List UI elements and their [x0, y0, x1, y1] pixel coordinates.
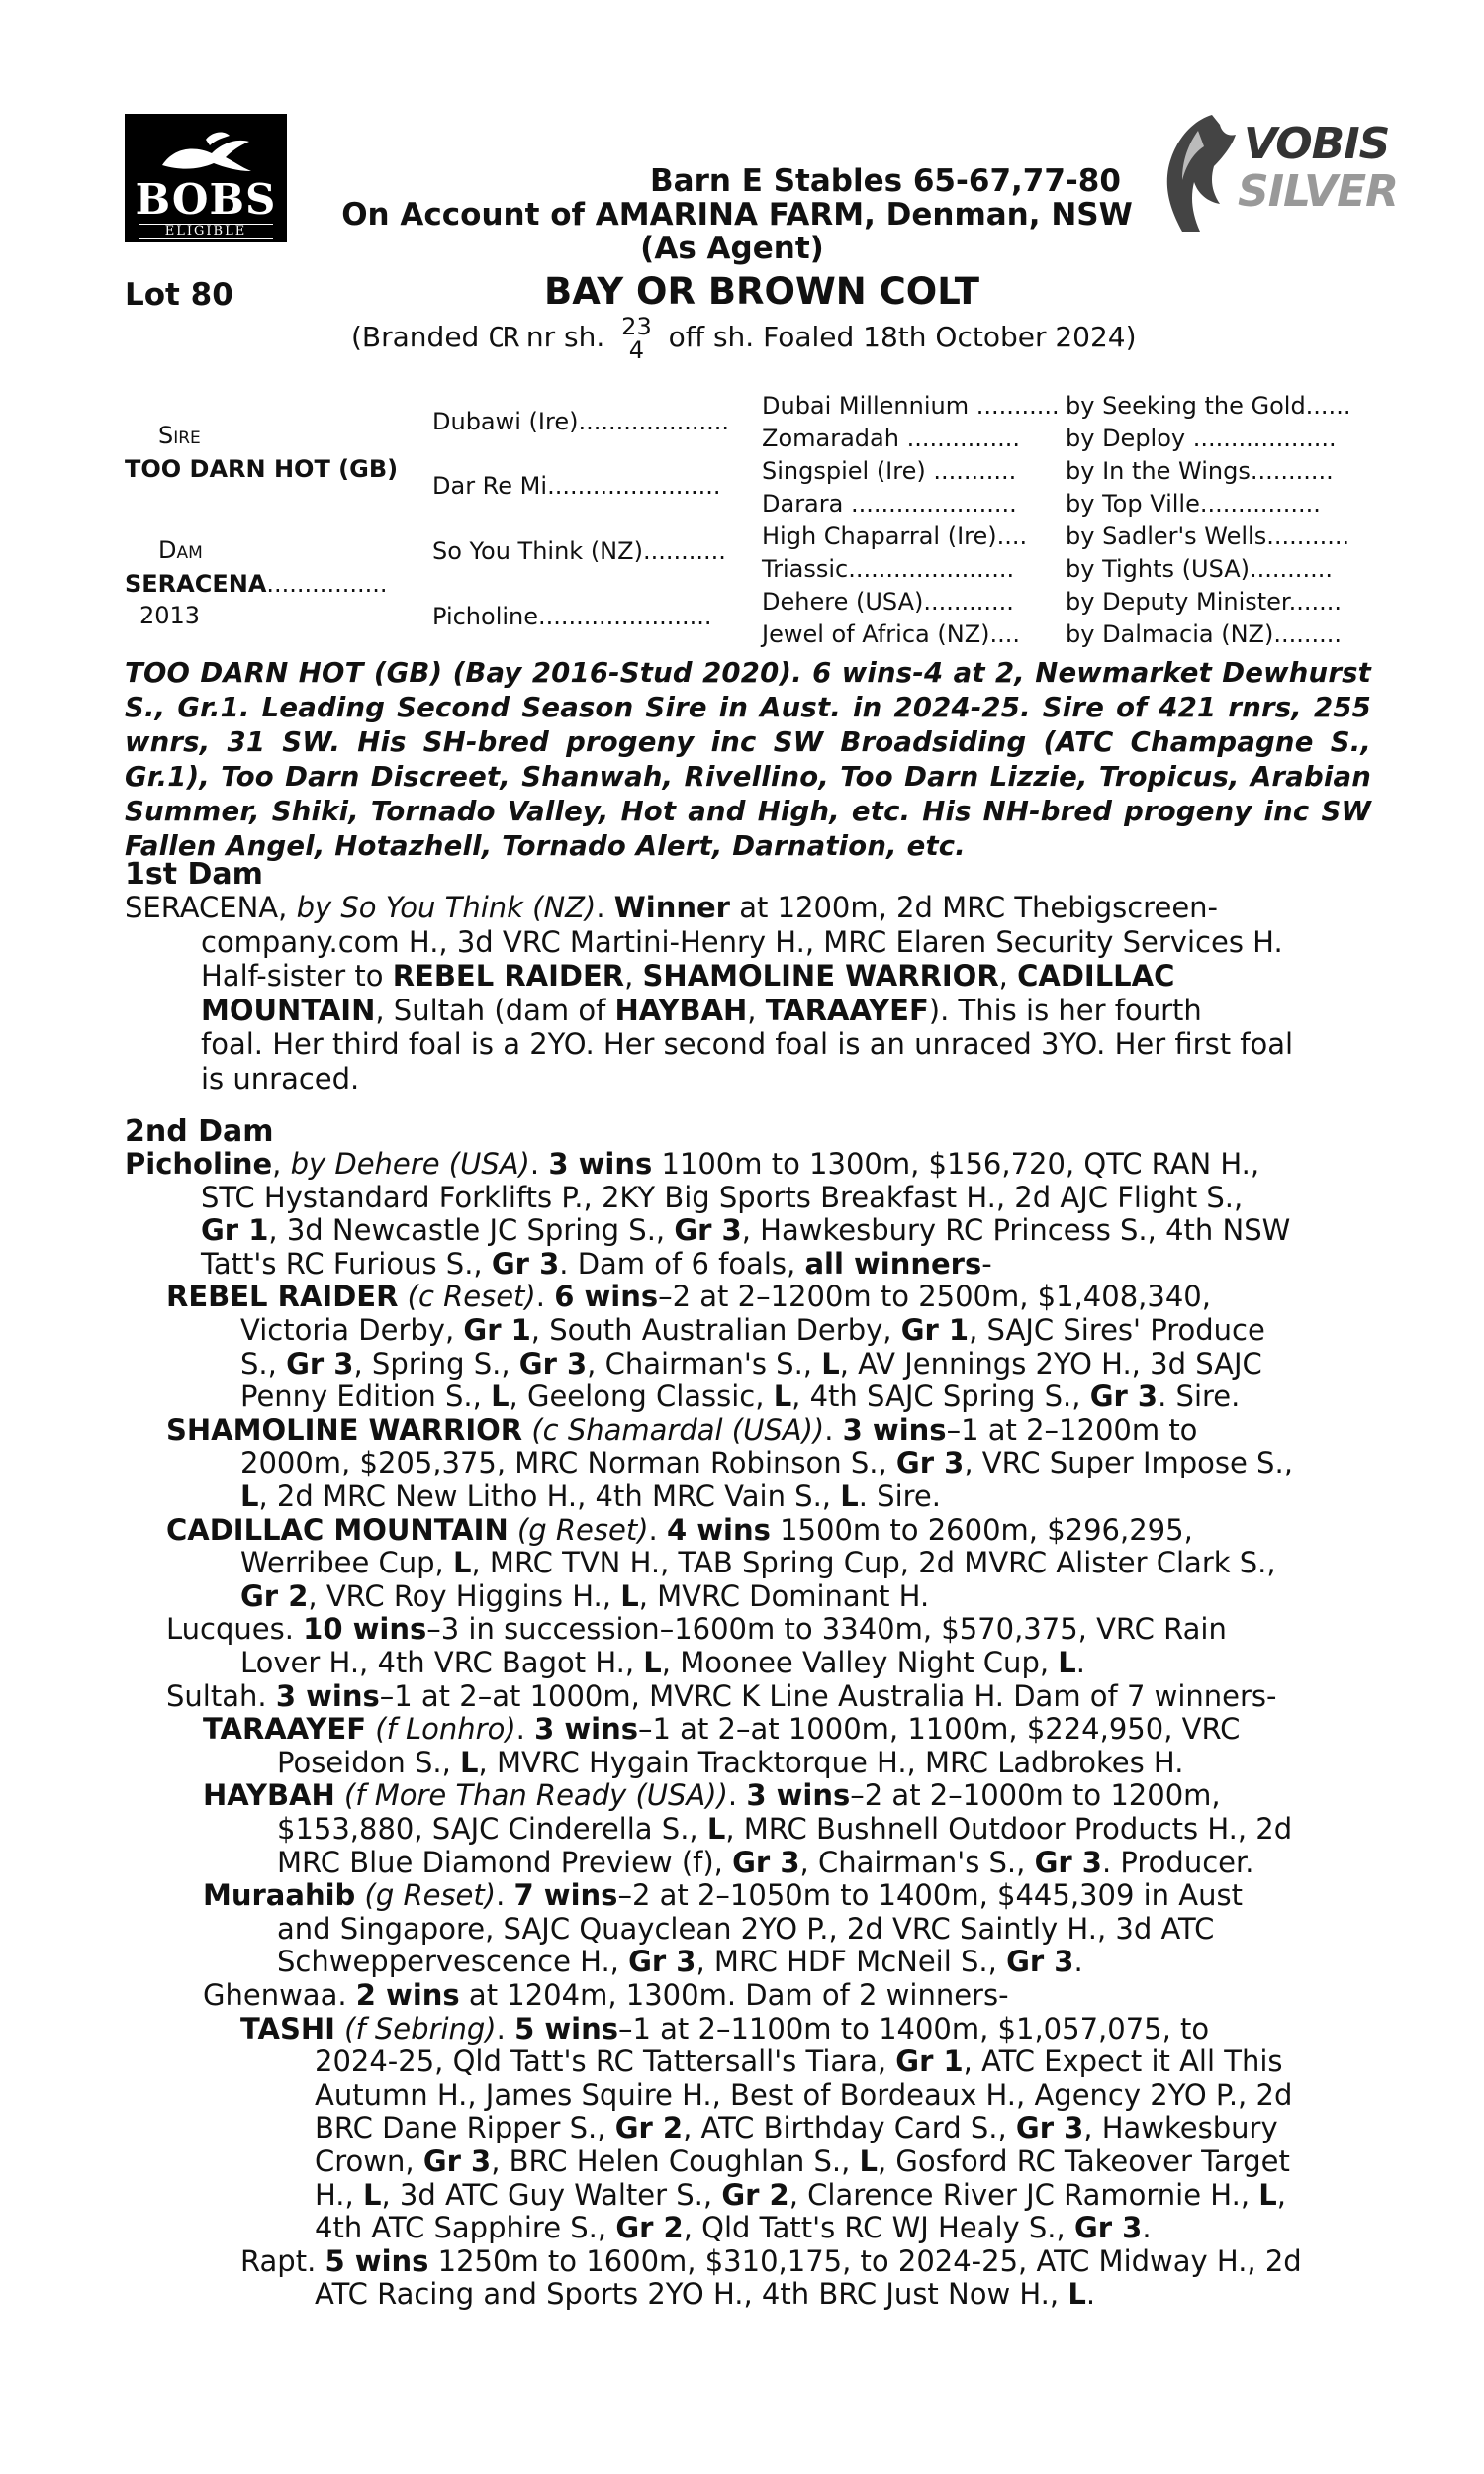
second-dam-line: 4th ATC Sapphire S., Gr 2, Qld Tatt's RC WJ Healy S., Gr 3. — [315, 2211, 1152, 2245]
first-dam-line: company.com H., 3d VRC Martini-Henry H., MRC Elaren Security Services H. — [201, 924, 1283, 959]
gen3-sire-of: by Deputy Minister....... — [1066, 588, 1342, 616]
gen3-sire-of: by Deploy ................... — [1066, 425, 1337, 452]
second-dam-line: Tatt's RC Furious S., Gr 3. Dam of 6 foals, all winners- — [201, 1246, 992, 1281]
sire-label: Sire — [158, 422, 201, 449]
second-dam-line: S., Gr 3, Spring S., Gr 3, Chairman's S., L, AV Jennings 2YO H., 3d SAJC — [240, 1346, 1262, 1380]
brand-fraction — [621, 315, 652, 362]
bobs-logo-subtext: ELIGIBLE — [139, 224, 273, 239]
vobis-logo-text: VOBIS — [1244, 119, 1390, 169]
second-dam-line: Rapt. 5 wins 1250m to 1600m, $310,175, to 2024-25, ATC Midway H., 2d — [240, 2243, 1302, 2278]
second-dam-line: Werribee Cup, L, MRC TVN H., TAB Spring Cup, 2d MVRC Alister Clark S., — [240, 1546, 1276, 1580]
bobs-logo-text: BOBS — [135, 175, 277, 224]
second-dam-line: Sultah. 3 wins–1 at 2–at 1000m, MVRC K Line Australia H. Dam of 7 winners- — [166, 1678, 1277, 1713]
gen3-ancestor: Jewel of Africa (NZ).... — [762, 620, 1021, 648]
first-dam-line: is unraced. — [201, 1061, 360, 1095]
sire-name: TOO DARN HOT (GB) — [125, 455, 399, 483]
gen3-ancestor: High Chaparral (Ire).... — [762, 523, 1028, 550]
gen3-ancestor: Singspiel (Ire) ........... — [762, 457, 1017, 485]
brand-line — [351, 315, 1137, 362]
second-dam-line: ATC Racing and Sports 2YO H., 4th BRC Just Now H., L. — [315, 2277, 1096, 2312]
gen2-sire-sire: Dubawi (Ire).................... — [432, 408, 730, 435]
dam-year: 2013 — [139, 602, 201, 629]
gen2-sire-dam: Dar Re Mi....................... — [432, 472, 721, 500]
second-dam-line: and Singapore, SAJC Quayclean 2YO P., 2d VRC Saintly H., 3d ATC — [277, 1911, 1215, 1946]
second-dam-line: Lover H., 4th VRC Bagot H., L, Moonee Valley Night Cup, L. — [240, 1646, 1085, 1679]
second-dam-line: Ghenwaa. 2 wins at 1204m, 1300m. Dam of 2 winners- — [203, 1978, 1009, 2012]
first-dam-line: Half-sister to REBEL RAIDER, SHAMOLINE WARRIOR, CADILLAC — [201, 959, 1175, 993]
dam-name-line — [125, 568, 387, 601]
gen3-ancestor: Darara ...................... — [762, 490, 1017, 518]
gen3-ancestor: Dehere (USA)............ — [762, 588, 1014, 616]
first-dam-line: MOUNTAIN, Sultah (dam of HAYBAH, TARAAYEF). This is her fourth — [201, 993, 1202, 1027]
lot-number: Lot 80 — [125, 277, 233, 313]
gen2-dam-sire: So You Think (NZ)........... — [432, 537, 726, 565]
second-dam-line: H., L, 3d ATC Guy Walter S., Gr 2, Clarence River JC Ramornie H., L, — [315, 2177, 1286, 2212]
second-dam-line: STC Hystandard Forklifts P., 2KY Big Sports Breakfast H., 2d AJC Flight S., — [201, 1180, 1244, 1214]
second-dam-line: CADILLAC MOUNTAIN (g Reset). 4 wins 1500m to 2600m, $296,295, — [166, 1512, 1193, 1547]
second-dam-line: TARAAYEF (f Lonhro). 3 wins–1 at 2–at 1000m, 1100m, $224,950, VRC — [203, 1712, 1241, 1747]
second-dam-line: L, 2d MRC New Litho H., 4th MRC Vain S., L. Sire. — [240, 1479, 941, 1513]
second-dam-line: Autumn H., James Squire H., Best of Bordeaux H., Agency 2YO P., 2d — [315, 2077, 1293, 2112]
second-dam-line: $153,880, SAJC Cinderella S., L, MRC Bushnell Outdoor Products H., 2d — [277, 1812, 1293, 1846]
gen2-dam-dam: Picholine....................... — [432, 603, 712, 630]
vendor-line: On Account of AMARINA FARM, Denman, NSW — [341, 197, 1133, 233]
second-dam-line: HAYBAH (f More Than Ready (USA)). 3 wins–2 at 2–1000m to 1200m, — [203, 1778, 1221, 1813]
second-dam-heading: 2nd Dam — [125, 1114, 274, 1149]
second-dam-line: Victoria Derby, Gr 1, South Australian Derby, Gr 1, SAJC Sires' Produce — [240, 1313, 1265, 1347]
horse-jockey-icon — [154, 128, 257, 177]
second-dam-line: Lucques. 10 wins–3 in succession–1600m to 3340m, $570,375, VRC Rain — [166, 1612, 1227, 1647]
lot-title: BAY OR BROWN COLT — [544, 270, 979, 313]
first-dam-line: SERACENA, by So You Think (NZ). Winner at 1200m, 2d MRC Thebigscreen- — [125, 891, 1218, 924]
second-dam-line: Picholine, by Dehere (USA). 3 wins 1100m to 1300m, $156,720, QTC RAN H., — [125, 1147, 1260, 1181]
gen3-sire-of: by Seeking the Gold...... — [1066, 392, 1351, 420]
gen3-sire-of: by Tights (USA)........... — [1066, 555, 1333, 583]
second-dam-line: Muraahib (g Reset). 7 wins–2 at 2–1050m to 1400m, $445,309 in Aust — [203, 1878, 1243, 1913]
gen3-sire-of: by Dalmacia (NZ)......... — [1066, 620, 1342, 648]
barn-stables: Barn E Stables 65-67,77-80 — [650, 163, 1121, 199]
second-dam-line: TASHI (f Sebring). 5 wins–1 at 2–1100m to 1400m, $1,057,075, to — [240, 2011, 1210, 2046]
first-dam-heading: 1st Dam — [125, 857, 263, 892]
dam-name: SERACENA — [125, 570, 267, 598]
second-dam-line: Gr 2, VRC Roy Higgins H., L, MVRC Dominant H. — [240, 1578, 930, 1613]
second-dam-line: Poseidon S., L, MVRC Hygain Tracktorque H., MRC Ladbrokes H. — [277, 1745, 1184, 1779]
gen3-sire-of: by Top Ville................ — [1066, 490, 1321, 518]
bobs-eligible-logo — [125, 114, 287, 242]
second-dam-line: 2000m, $205,375, MRC Norman Robinson S., Gr 3, VRC Super Impose S., — [240, 1446, 1293, 1480]
brand-mid: nr sh. — [525, 321, 605, 353]
second-dam-line: Gr 1, 3d Newcastle JC Spring S., Gr 3, Hawkesbury RC Princess S., 4th NSW — [201, 1213, 1291, 1248]
dam-label: Dam — [158, 536, 203, 564]
gen3-ancestor: Zomaradah ............... — [762, 425, 1020, 452]
second-dam-line: Penny Edition S., L, Geelong Classic, L, 4th SAJC Spring S., Gr 3. Sire. — [240, 1380, 1241, 1414]
first-dam-line: foal. Her third foal is a 2YO. Her second foal is an unraced 3YO. Her first foal — [201, 1027, 1294, 1061]
gen3-ancestor: Triassic...................... — [762, 555, 1015, 583]
second-dam-line: Schweppervescence H., Gr 3, MRC HDF McNeil S., Gr 3. — [277, 1945, 1083, 1979]
gen3-ancestor: Dubai Millennium ........... — [762, 392, 1060, 420]
gen3-sire-of: by In the Wings........... — [1066, 457, 1334, 485]
brand-denominator: 4 — [628, 336, 645, 364]
second-dam-line: REBEL RAIDER (c Reset). 6 wins–2 at 2–1200m to 2500m, $1,408,340, — [166, 1280, 1211, 1314]
brand-numerator: 23 — [621, 313, 652, 340]
gen3-sire-of: by Sadler's Wells........... — [1066, 523, 1350, 550]
second-dam-line: Crown, Gr 3, BRC Helen Coughlan S., L, Gosford RC Takeover Target — [315, 2144, 1290, 2178]
brand-suffix: off sh. Foaled 18th October 2024) — [668, 321, 1137, 353]
second-dam-line: BRC Dane Ripper S., Gr 2, ATC Birthday Card S., Gr 3, Hawkesbury — [315, 2111, 1278, 2145]
second-dam-line: SHAMOLINE WARRIOR (c Shamardal (USA)). 3 wins–1 at 2–1200m to — [166, 1412, 1198, 1447]
dam-dots: ................ — [266, 570, 388, 598]
silver-logo-text: SILVER — [1238, 166, 1399, 217]
sire-story: TOO DARN HOT (GB) (Bay 2016-Stud 2020). 6 wins-4 at 2, Newmarket Dewhurst S., Gr.1. Leading Second Season Sire in Aust. in 2024-25. Sire of 421 rnrs, 255 wnrs, 31 SW. His SH-bred progeny inc SW Broadsiding (ATC Champagne S., Gr.1), Too Darn Discreet, Shanwah, Rivellino, Too Darn Lizzie, Tropicus, Arabian Summer, Shiki, Tornado Valley, Hot and High, etc. His NH-bred progeny inc SW Fallen Angel, Hotazhell, Tornado Alert, Darnation, etc. — [125, 657, 1371, 862]
second-dam-line: MRC Blue Diamond Preview (f), Gr 3, Chairman's S., Gr 3. Producer. — [277, 1845, 1254, 1879]
brand-mark: CR — [488, 321, 517, 353]
second-dam-line: 2024-25, Qld Tatt's RC Tattersall's Tiara, Gr 1, ATC Expect it All This — [315, 2045, 1283, 2079]
brand-prefix: (Branded — [351, 321, 480, 353]
agent-line: (As Agent) — [640, 231, 824, 266]
